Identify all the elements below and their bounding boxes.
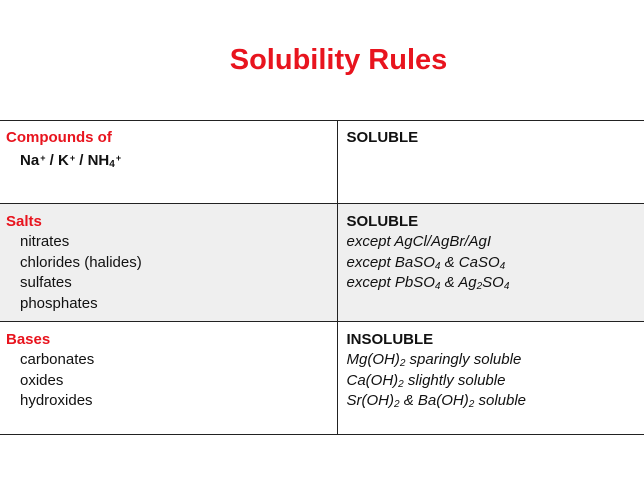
exception-note: except AgCl/AgBr/AgI	[346, 233, 492, 250]
compound-item: sulfates	[20, 274, 72, 291]
compound-item: oxides	[20, 371, 64, 389]
rule-cell	[337, 121, 644, 204]
table-row	[0, 204, 644, 322]
solubility-heading: INSOLUBLE	[346, 331, 434, 348]
subscript: 4	[109, 159, 115, 170]
compound-cell	[0, 322, 337, 435]
exception-note: except PbSO$_4$ & $Ag_2SO_4$	[346, 274, 510, 292]
solubility-heading: SOLUBLE	[346, 213, 419, 230]
subscript: 4	[503, 281, 510, 292]
compound-item: phosphates	[20, 294, 98, 312]
rule-cell	[337, 204, 644, 322]
ion-charge: +	[40, 153, 46, 163]
compound-item: nitrates	[20, 233, 70, 250]
subscript: 2	[394, 399, 400, 410]
table-row	[0, 121, 644, 204]
exception-note: $Ca(OH)_2$ slightly soluble	[346, 371, 506, 390]
compound-item: hydroxides	[20, 392, 93, 409]
compound-item: carbonates	[20, 351, 95, 368]
subscript: 4	[434, 281, 441, 292]
solubility-table	[0, 120, 644, 435]
exception-note: $Sr(OH)_2$ & $Ba(OH)_2$ soluble	[346, 392, 527, 410]
subscript: 2	[468, 399, 475, 410]
compound-item: chlorides (halides)	[20, 253, 142, 271]
table-row	[0, 322, 644, 435]
solubility-heading: SOLUBLE	[346, 129, 419, 146]
subscript: 2	[398, 378, 404, 390]
ion-charge: +	[69, 153, 76, 163]
exception-note: $Mg(OH)_2$ sparingly soluble	[346, 351, 522, 369]
category-label: Bases	[6, 331, 51, 348]
exception-note: except BaSO$_4$ & CaSO$_4$	[346, 253, 506, 272]
subscript: 2	[476, 281, 483, 292]
subscript: 2	[399, 358, 406, 369]
subscript: 4	[434, 260, 441, 272]
compound-cell	[0, 204, 337, 322]
category-label: Compounds of	[6, 129, 112, 146]
category-label: Salts	[6, 213, 42, 230]
compound-cell	[0, 121, 337, 204]
rule-cell	[337, 322, 644, 435]
ion-charge: +	[115, 153, 122, 163]
page-title: Solubility Rules	[229, 44, 448, 76]
subscript: 4	[499, 260, 506, 272]
ion-list: $Na^+ / K^+ / NH_4^+$	[20, 152, 122, 170]
